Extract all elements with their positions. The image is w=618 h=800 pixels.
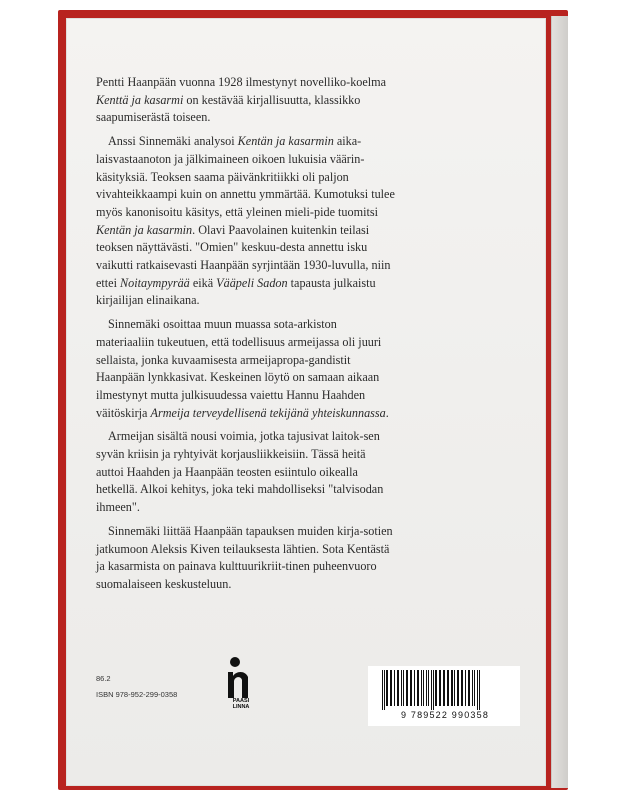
barcode-bars bbox=[378, 670, 510, 710]
text-segment: tekijänä yhteiskunnassa bbox=[269, 405, 386, 420]
spine-edge bbox=[551, 16, 568, 788]
text-segment: on kestävää kirjallisuutta, bbox=[183, 92, 312, 107]
barcode-bar bbox=[403, 670, 404, 706]
barcode-bar bbox=[439, 670, 441, 706]
text-segment: . bbox=[385, 405, 389, 420]
text-segment: Kentän ja kasarmin bbox=[96, 222, 193, 237]
text-segment: samaan aikaan ilmestynyt mutta julkisuudessa vaiettu bbox=[96, 370, 380, 402]
barcode-bar bbox=[479, 670, 480, 710]
text-segment: laisvastaanoton ja jälkimaineen oikoen lukuisia väärin- bbox=[96, 151, 365, 166]
barcode-bar bbox=[454, 670, 455, 706]
barcode-bar bbox=[406, 670, 408, 706]
text-segment: tulee myös kanonisoitu käsitys, että yleinen mieli- bbox=[96, 187, 395, 219]
barcode-bar bbox=[417, 670, 419, 706]
text-segment: tinen puheenvuoro suomalaiseen keskusteluun. bbox=[96, 559, 377, 591]
text-segment: Kentän ja kasarmin bbox=[237, 134, 334, 149]
barcode-bar bbox=[472, 670, 473, 706]
text-segment: desta annettu isku vaikutti ratkaisevasti Haanpään bbox=[96, 240, 368, 273]
barcode-bar bbox=[443, 670, 445, 706]
text-segment: sen syvän kriisin ja ryhtyivät korjausliikkeisiin. Tässä bbox=[96, 429, 380, 462]
barcode-bar bbox=[410, 670, 412, 706]
barcode-bar bbox=[401, 670, 402, 706]
barcode-bar bbox=[384, 670, 385, 710]
text-segment: aika- bbox=[333, 134, 362, 149]
barcode-bar bbox=[474, 670, 475, 706]
publisher-name-line2: LINNA bbox=[232, 704, 250, 710]
text-segment: klassikko saapumiserästä toiseen. bbox=[96, 92, 361, 125]
barcode-bar bbox=[457, 670, 459, 706]
blurb-paragraph-1 bbox=[96, 74, 396, 127]
barcode-bar bbox=[465, 670, 466, 706]
barcode-bar bbox=[451, 670, 453, 706]
text-segment: sotien jatkumoon Aleksis Kiven teilauksesta lähtien. bbox=[96, 523, 393, 556]
text-segment: Armeija terveydellisenä bbox=[150, 405, 267, 420]
text-segment: Kenttä ja kasarmi bbox=[96, 92, 184, 107]
text-segment: Anssi Sinnemäki analysoi bbox=[108, 134, 238, 149]
text-segment: "talvisodan ihmeen". bbox=[96, 482, 384, 515]
barcode-bar bbox=[394, 670, 395, 706]
barcode-bar bbox=[386, 670, 388, 706]
text-segment: . Olavi Paavolainen bbox=[192, 222, 288, 237]
barcode-bar bbox=[390, 670, 392, 706]
text-segment: gandistit Haanpään lynkkasivat. Keskeinen löytö on bbox=[96, 352, 351, 385]
text-segment: Sinnemäki liittää Haanpään tapauksen muiden kirja- bbox=[108, 523, 364, 538]
blurb-paragraph-3 bbox=[96, 316, 396, 422]
text-segment: Noitaympyrää bbox=[120, 275, 190, 290]
barcode-bar bbox=[461, 670, 463, 706]
text-segment: käsityksiä. Teoksen saama päivänkritiikki oli paljon bbox=[96, 169, 349, 184]
text-segment: oli juuri sellaista, jonka kuvaamisesta armeijapropa- bbox=[96, 334, 382, 367]
text-segment: Sinnemäki osoittaa muun muassa sota-arkiston bbox=[108, 317, 337, 332]
text-segment: vivahteikkaampi kuin on annettu ymmärtää. Kumotuksi bbox=[96, 187, 369, 202]
text-segment: Sota Kentästä ja kasarmista on painava kulttuurikriit- bbox=[96, 541, 390, 574]
text-segment: oikealla hetkellä. Alkoi kehitys, joka teki mahdolliseksi bbox=[96, 464, 358, 497]
barcode-bar bbox=[433, 670, 434, 710]
barcode-bar bbox=[428, 670, 429, 706]
barcode-bar bbox=[421, 670, 422, 706]
barcode-bar bbox=[426, 670, 427, 706]
barcode bbox=[368, 666, 520, 726]
text-segment: materiaaliin tukeutuen, että todellisuus armeijassa bbox=[96, 334, 340, 349]
text-segment: pide tuomitsi bbox=[314, 204, 378, 219]
text-segment: koelma bbox=[350, 75, 387, 89]
barcode-bar bbox=[414, 670, 415, 706]
publisher-name bbox=[226, 698, 256, 710]
barcode-bar bbox=[468, 670, 470, 706]
text-segment: tapausta julkaistu kirjailijan elinaikana. bbox=[96, 275, 376, 308]
text-segment: syrjintään 1930-luvulla, niin ettei bbox=[96, 258, 391, 290]
barcode-bar bbox=[435, 670, 437, 706]
text-segment: Vääpeli Sadon bbox=[216, 275, 288, 290]
text-segment: Armeijan sisältä nousi voimia, jotka tajusivat laitok- bbox=[108, 429, 364, 444]
blurb-paragraph-5 bbox=[96, 523, 396, 594]
isbn-text: ISBN 978-952-299-0358 bbox=[96, 690, 178, 699]
blurb-text bbox=[96, 74, 396, 600]
barcode-bar bbox=[397, 670, 399, 706]
text-segment: Hannu Haahden väitöskirja bbox=[96, 387, 366, 420]
barcode-number: 9 789522 990358 bbox=[400, 710, 490, 720]
barcode-bar bbox=[423, 670, 424, 706]
barcode-bar bbox=[382, 670, 383, 710]
classification-number: 86.2 bbox=[96, 674, 111, 683]
barcode-bar bbox=[431, 670, 432, 710]
text-segment: Pentti Haanpään vuonna 1928 ilmestynyt novelliko- bbox=[96, 75, 351, 89]
text-segment: heitä auttoi Haahden ja Haanpään teosten esiintulo bbox=[96, 447, 366, 479]
blurb-paragraph-2 bbox=[96, 133, 396, 310]
publisher-name-line1: PAASI bbox=[232, 698, 250, 704]
blurb-paragraph-4 bbox=[96, 428, 396, 517]
barcode-bar bbox=[477, 670, 478, 710]
text-segment: eikä bbox=[189, 275, 214, 290]
text-segment: kuitenkin teilasi teoksen näyttävästi. "Omien" keskuu- bbox=[96, 222, 370, 255]
barcode-bar bbox=[447, 670, 449, 706]
